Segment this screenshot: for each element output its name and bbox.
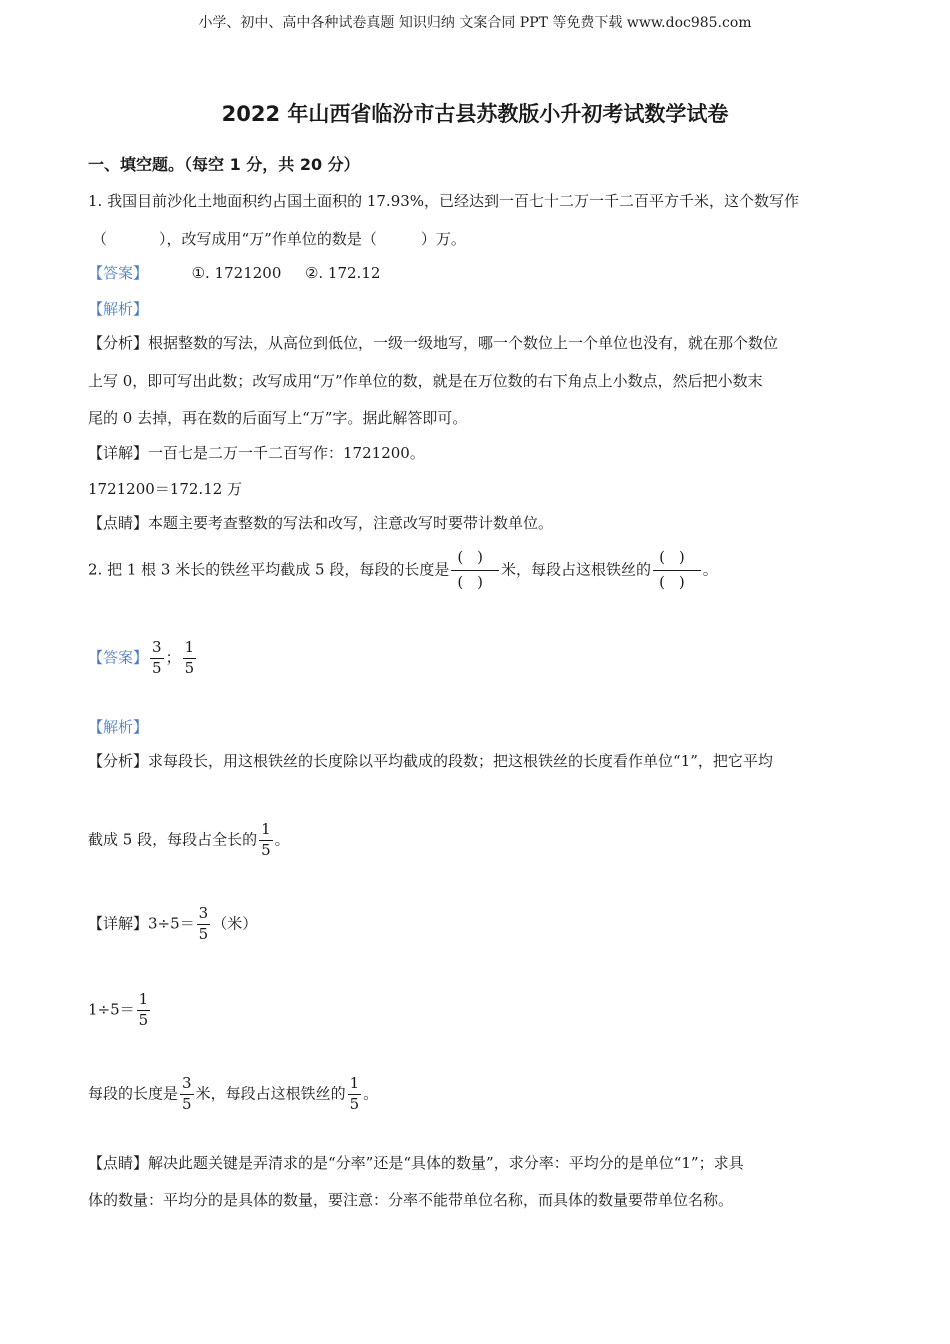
q1-fenxi-line2: 上写 0，即可写出此数；改写成用“万”作单位的数，就是在万位数的右下角点上小数点，然后把小数末 — [88, 372, 763, 390]
q2-dianjing-line2: 体的数量：平均分的是具体的数量，要注意：分率不能带单位名称，而具体的数量要带单位名称。 — [88, 1191, 734, 1209]
q1-fenxi: 【分析】根据整数的写法，从高位到低位，一级一级地写，哪一个数位上一个单位也没有，就在那个数位 — [88, 334, 779, 352]
section-heading: 一、填空题。（每空 1 分，共 20 分） — [88, 155, 360, 174]
q2-fenxi: 【分析】求每段长，用这根铁丝的长度除以平均截成的段数；把这根铁丝的长度看作单位“1”，把它平均 — [88, 752, 773, 770]
q2-xiangjie-fraction-1: $\frac{3}{5}$ — [198, 904, 209, 943]
q2-answer-fraction-1: $\frac{3}{5}$ — [152, 638, 162, 677]
q2-fenxi-line2: 截成 5 段，每段占全长的 $\frac{1}{5}$ 。 — [88, 820, 290, 859]
q2-xiangjie-fraction-2: $\frac{1}{5}$ — [138, 990, 149, 1029]
q2-xiangjie-1: 【详解】3÷5＝ $\frac{3}{5}$ （米） — [88, 904, 258, 943]
answer-tag: 【答案】 — [88, 648, 149, 667]
q1-answer — [88, 262, 380, 283]
q2-fenxi-fraction: $\frac{1}{5}$ — [261, 820, 271, 859]
q2-summary: 每段的长度是 $\frac{3}{5}$ 米，每段占这根铁丝的 $\frac{1}{5}$ 。 — [88, 1074, 379, 1113]
q1-equation: 1721200＝172.12 万 — [88, 480, 243, 498]
q1-answer-1: ①. 1721200 — [191, 264, 282, 282]
header-text: 小学、初中、高中各种试卷真题 知识归纳 文案合同 PPT 等免费下载 www.doc985.com — [198, 15, 752, 31]
q1-xiangjie: 【详解】一百七是二万一千二百写作：1721200。 — [88, 444, 425, 462]
q2-dianjing: 【点睛】解决此题关键是弄清求的是“分率”还是“具体的数量”，求分率：平均分的是单位“1”；求具 — [88, 1154, 744, 1172]
q2-summary-fraction-2: $\frac{1}{5}$ — [349, 1074, 360, 1113]
q1-dianjing: 【点睛】本题主要考查整数的写法和改写，注意改写时要带计数单位。 — [88, 514, 554, 532]
answer-tag: 【答案】 — [88, 264, 149, 282]
title-text: 2022 年山西省临汾市古县苏教版小升初考试数学试卷 — [221, 102, 729, 126]
q2-xiangjie-2: 1÷5＝ $\frac{1}{5}$ — [88, 990, 149, 1029]
q2-answer: 【答案】 $\frac{3}{5}$ ； $\frac{1}{5}$ — [88, 638, 195, 677]
page-header — [0, 12, 950, 32]
q2-question: 2. 把 1 根 3 米长的铁丝平均截成 5 段，每段的长度是 $\frac{()}{()}$ 米，每段占这根铁丝的 $\frac{()}{()}$ 。 — [88, 548, 718, 591]
q1-line1: 1. 我国目前沙化土地面积约占国土面积的 17.93%，已经达到一百七十二万一千二百平方千米，这个数写作 — [88, 192, 800, 210]
q2-analysis-tag: 【解析】 — [88, 718, 149, 736]
page-title — [0, 98, 950, 128]
q1-line2: （ ），改写成用“万”作单位的数是（ ）万。 — [92, 230, 466, 248]
q2-blank-fraction-2: $\frac{()}{()}$ — [653, 550, 701, 591]
q2-blank-fraction-1: $\frac{()}{()}$ — [451, 550, 499, 591]
q1-analysis-tag: 【解析】 — [88, 300, 149, 318]
q1-answer-2: ②. 172.12 — [304, 264, 381, 282]
q2-answer-fraction-2: $\frac{1}{5}$ — [184, 638, 195, 677]
q2-summary-fraction-1: $\frac{3}{5}$ — [182, 1074, 192, 1113]
q1-fenxi-line3: 尾的 0 去掉，再在数的后面写上“万”字。据此解答即可。 — [88, 409, 468, 427]
